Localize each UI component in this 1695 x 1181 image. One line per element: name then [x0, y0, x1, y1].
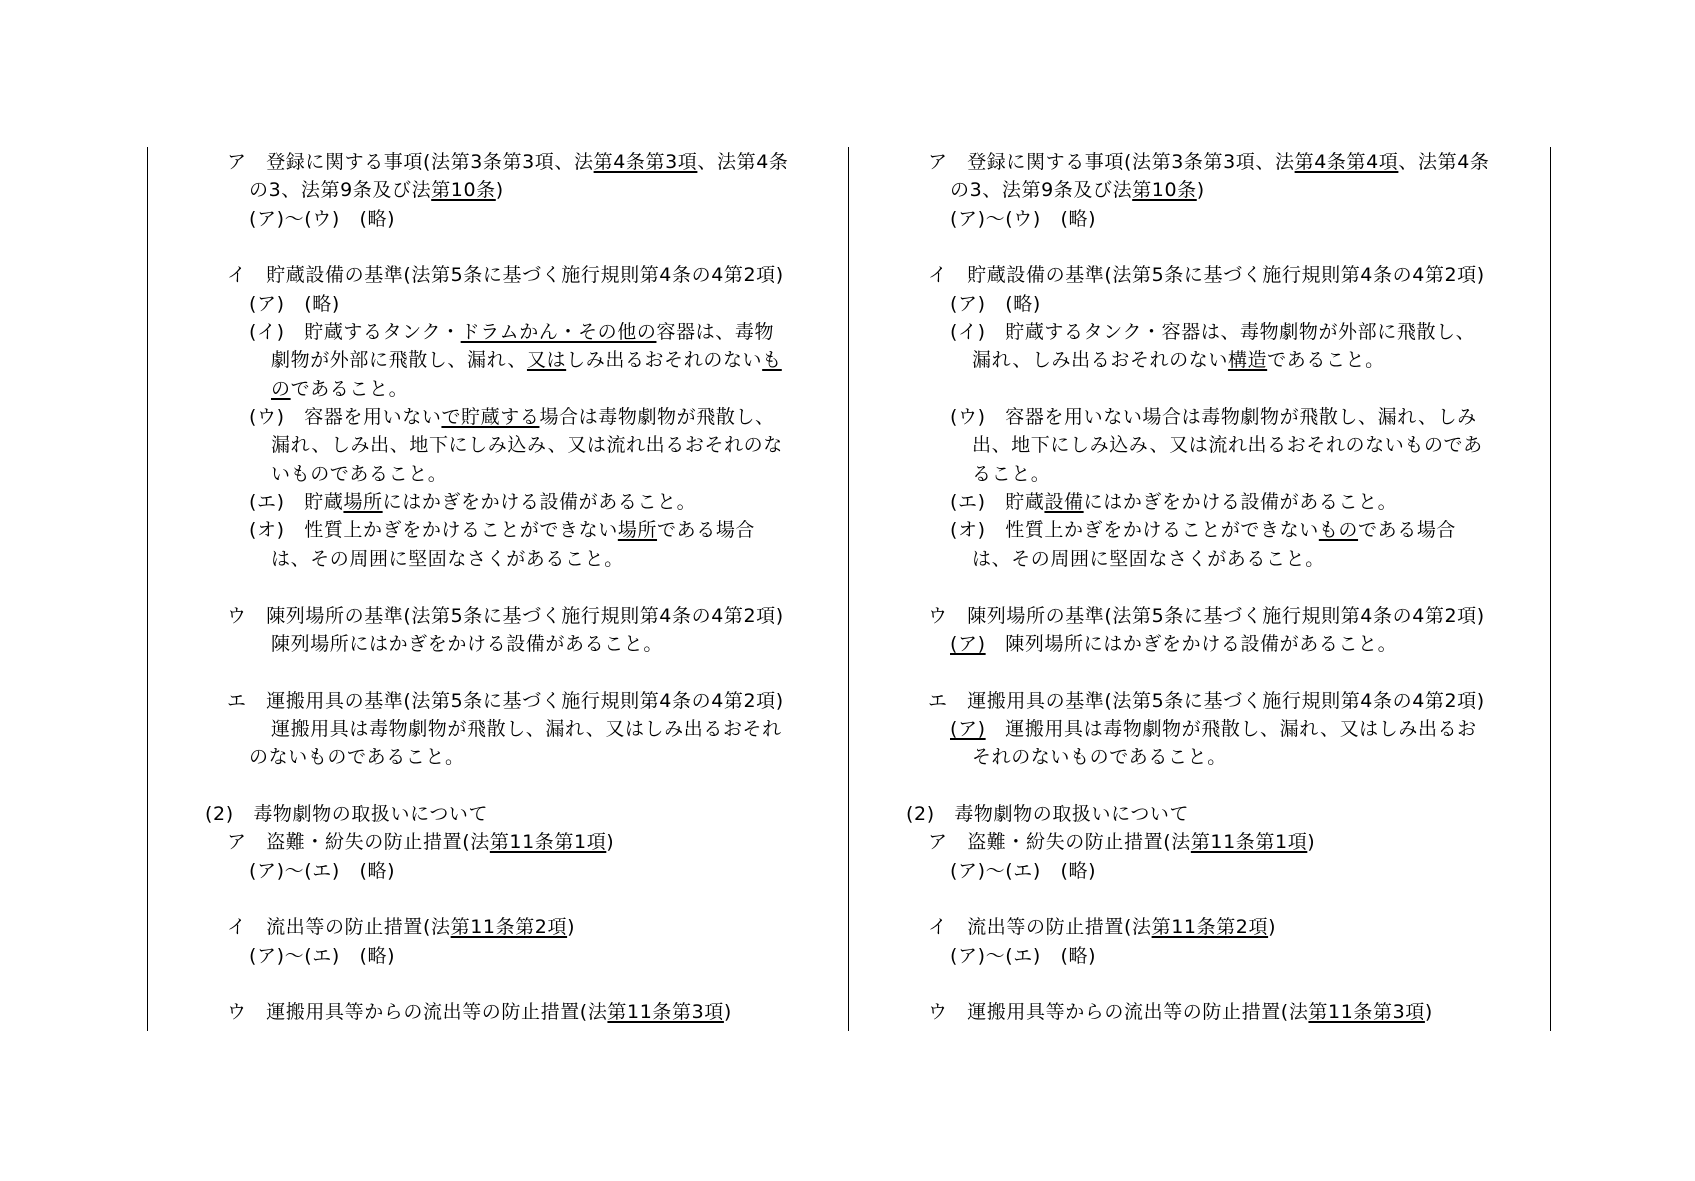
- text-line: [906, 857, 1546, 885]
- text-line: [906, 460, 1546, 488]
- text-line: [205, 913, 845, 941]
- text-segment: 出、地下にしみ込み、又は流れ出るおそれのないものであ: [972, 434, 1483, 457]
- underlined-amendment: ドラムかん・その他の: [460, 321, 657, 344]
- table-border-left: [147, 147, 148, 1031]
- column-current: [906, 148, 1546, 1027]
- text-line: [906, 290, 1546, 318]
- text-line: [906, 743, 1546, 771]
- text-segment: ): [1307, 831, 1316, 854]
- text-segment: ウ 陳列場所の基準(法第5条に基づく施行規則第4条の4第2項): [227, 604, 784, 627]
- text-line: [205, 516, 845, 544]
- blank-line: [205, 970, 845, 998]
- underlined-amendment: 場所: [343, 491, 383, 514]
- text-line: [205, 346, 845, 374]
- text-line: [205, 431, 845, 459]
- table-border-right: [1550, 147, 1551, 1031]
- underlined-amendment: もの: [1318, 519, 1359, 542]
- text-segment: ウ 運搬用具等からの流出等の防止措置(法: [928, 1001, 1309, 1024]
- text-segment: ): [495, 179, 504, 202]
- text-segment: 容器は、毒物: [656, 321, 775, 344]
- text-segment: エ 運搬用具の基準(法第5条に基づく施行規則第4条の4第2項): [227, 689, 784, 712]
- text-line: [205, 743, 845, 771]
- text-line: [906, 998, 1546, 1026]
- text-line: [205, 488, 845, 516]
- text-line: [205, 630, 845, 658]
- text-segment: 場合は毒物劇物が飛散し、: [539, 406, 775, 429]
- text-segment: 陳列場所にはかぎをかける設備があること。: [985, 632, 1398, 655]
- text-segment: それのないものであること。: [972, 746, 1227, 769]
- underlined-amendment: で貯蔵する: [441, 406, 540, 429]
- text-segment: である場合: [1358, 519, 1457, 542]
- underlined-amendment: 第4条第3項: [593, 151, 698, 173]
- text-line: [906, 403, 1546, 431]
- text-segment: (ア)〜(ウ) (略): [950, 207, 1097, 230]
- underlined-amendment: 第4条第4項: [1294, 151, 1399, 173]
- text-line: [906, 687, 1546, 715]
- text-segment: ウ 運搬用具等からの流出等の防止措置(法: [227, 1001, 608, 1024]
- text-segment: ること。: [972, 462, 1051, 485]
- underlined-amendment: (ア): [950, 717, 986, 740]
- blank-line: [205, 658, 845, 686]
- text-line: [205, 318, 845, 346]
- text-line: [906, 516, 1546, 544]
- text-line: [906, 630, 1546, 658]
- text-segment: 、法第4条: [1398, 151, 1490, 173]
- text-segment: (ア)〜(エ) (略): [249, 859, 396, 882]
- underlined-amendment: 第11条第1項: [489, 831, 607, 854]
- text-segment: イ 貯蔵設備の基準(法第5条に基づく施行規則第4条の4第2項): [227, 264, 784, 287]
- text-segment: 劇物が外部に飛散し、漏れ、: [271, 349, 527, 372]
- blank-line: [906, 658, 1546, 686]
- text-line: [906, 913, 1546, 941]
- blank-line: [205, 233, 845, 261]
- text-line: [205, 290, 845, 318]
- text-segment: (イ) 貯蔵するタンク・容器は、毒物劇物が外部に飛散し、: [950, 321, 1476, 344]
- underlined-amendment: 第10条: [431, 179, 496, 202]
- text-line: [906, 800, 1546, 828]
- text-segment: 、法第4条: [697, 151, 789, 173]
- text-segment: ): [1268, 916, 1277, 939]
- underlined-amendment: 第11条第1項: [1190, 831, 1308, 854]
- text-segment: (ウ) 容器を用いない: [249, 406, 442, 429]
- text-segment: の3、法第9条及び法: [950, 179, 1133, 202]
- text-line: [906, 205, 1546, 233]
- table-border-middle: [848, 147, 849, 1031]
- text-line: [205, 715, 845, 743]
- column-revised: [205, 148, 845, 1027]
- underlined-amendment: の: [271, 377, 291, 400]
- text-segment: は、その周囲に堅固なさくがあること。: [271, 547, 624, 570]
- text-line: [205, 602, 845, 630]
- text-segment: の3、法第9条及び法: [249, 179, 432, 202]
- blank-line: [906, 970, 1546, 998]
- text-segment: にはかぎをかける設備があること。: [382, 491, 697, 514]
- text-line: [205, 375, 845, 403]
- text-segment: イ 貯蔵設備の基準(法第5条に基づく施行規則第4条の4第2項): [928, 264, 1485, 287]
- underlined-amendment: (ア): [950, 632, 986, 655]
- text-line: [906, 148, 1546, 176]
- blank-line: [205, 885, 845, 913]
- text-segment: ア: [928, 151, 948, 173]
- text-segment: (エ) 貯蔵: [950, 491, 1045, 514]
- text-segment: ): [723, 1001, 732, 1024]
- text-segment: ウ 陳列場所の基準(法第5条に基づく施行規則第4条の4第2項): [928, 604, 1485, 627]
- text-line: [205, 403, 845, 431]
- text-segment: (ア) (略): [950, 292, 1041, 315]
- underlined-amendment: 又は: [526, 349, 567, 372]
- text-segment: ア: [227, 151, 247, 173]
- text-segment: は、その周囲に堅固なさくがあること。: [972, 547, 1325, 570]
- text-line: [906, 942, 1546, 970]
- text-line: [205, 205, 845, 233]
- text-segment: であること。: [1267, 349, 1385, 372]
- text-segment: である場合: [657, 519, 756, 542]
- text-segment: (ウ) 容器を用いない場合は毒物劇物が飛散し、漏れ、しみ: [950, 406, 1477, 429]
- text-line: [906, 346, 1546, 374]
- text-segment: のないものであること。: [249, 746, 465, 769]
- text-segment: エ 運搬用具の基準(法第5条に基づく施行規則第4条の4第2項): [928, 689, 1485, 712]
- underlined-amendment: 第11条第3項: [607, 1001, 724, 1024]
- text-segment: しみ出るおそれのない: [566, 349, 763, 372]
- text-segment: 登録に関する事項(法第3条第3項、法: [947, 151, 1295, 173]
- text-segment: (イ) 貯蔵するタンク・: [249, 321, 461, 344]
- text-segment: ): [1196, 179, 1205, 202]
- underlined-amendment: 構造: [1227, 349, 1268, 372]
- underlined-amendment: 第11条第2項: [450, 916, 568, 939]
- text-segment: イ 流出等の防止措置(法: [928, 916, 1152, 939]
- text-segment: 漏れ、しみ出、地下にしみ込み、又は流れ出るおそれのな: [271, 434, 783, 457]
- text-line: [906, 602, 1546, 630]
- text-segment: ): [567, 916, 576, 939]
- text-line: [906, 715, 1546, 743]
- text-segment: (ア)〜(エ) (略): [950, 859, 1097, 882]
- underlined-amendment: 第11条第3項: [1308, 1001, 1425, 1024]
- text-line: [205, 942, 845, 970]
- text-line: [906, 431, 1546, 459]
- text-segment: にはかぎをかける設備があること。: [1083, 491, 1398, 514]
- text-segment: ア 盗難・紛失の防止措置(法: [227, 831, 490, 854]
- text-segment: ): [606, 831, 615, 854]
- text-line: [906, 176, 1546, 204]
- blank-line: [205, 573, 845, 601]
- underlined-amendment: も: [762, 349, 782, 372]
- text-segment: 陳列場所にはかぎをかける設備があること。: [271, 632, 664, 655]
- text-segment: (オ) 性質上かぎをかけることができない: [950, 519, 1319, 542]
- text-line: [205, 261, 845, 289]
- text-line: [205, 800, 845, 828]
- blank-line: [906, 772, 1546, 800]
- text-line: [906, 545, 1546, 573]
- blank-line: [906, 885, 1546, 913]
- blank-line: [205, 772, 845, 800]
- text-line: [205, 176, 845, 204]
- text-segment: ): [1424, 1001, 1433, 1024]
- underlined-amendment: 第11条第2項: [1151, 916, 1269, 939]
- text-line: [205, 460, 845, 488]
- text-segment: 登録に関する事項(法第3条第3項、法: [246, 151, 594, 173]
- text-line: [906, 488, 1546, 516]
- text-line: [205, 998, 845, 1026]
- text-line: [205, 857, 845, 885]
- text-segment: (2) 毒物劇物の取扱いについて: [205, 802, 489, 825]
- underlined-amendment: 第10条: [1132, 179, 1197, 202]
- text-line: [906, 828, 1546, 856]
- text-line: [205, 545, 845, 573]
- text-segment: イ 流出等の防止措置(法: [227, 916, 451, 939]
- blank-line: [906, 375, 1546, 403]
- text-segment: 漏れ、しみ出るおそれのない: [972, 349, 1228, 372]
- text-segment: 運搬用具は毒物劇物が飛散し、漏れ、又はしみ出るお: [985, 717, 1477, 740]
- text-segment: いものであること。: [271, 462, 448, 485]
- text-segment: (ア)〜(エ) (略): [950, 944, 1097, 967]
- text-line: [906, 261, 1546, 289]
- text-segment: (ア) (略): [249, 292, 340, 315]
- text-segment: (ア)〜(ウ) (略): [249, 207, 396, 230]
- text-segment: (2) 毒物劇物の取扱いについて: [906, 802, 1190, 825]
- text-segment: 運搬用具は毒物劇物が飛散し、漏れ、又はしみ出るおそれ: [271, 717, 782, 740]
- text-line: [205, 828, 845, 856]
- underlined-amendment: 場所: [617, 519, 658, 542]
- text-segment: (ア)〜(エ) (略): [249, 944, 396, 967]
- text-segment: (オ) 性質上かぎをかけることができない: [249, 519, 618, 542]
- text-line: [205, 148, 845, 176]
- text-line: [205, 687, 845, 715]
- text-segment: (エ) 貯蔵: [249, 491, 344, 514]
- text-segment: ア 盗難・紛失の防止措置(法: [928, 831, 1191, 854]
- blank-line: [906, 233, 1546, 261]
- text-segment: であること。: [290, 377, 409, 400]
- text-line: [906, 318, 1546, 346]
- underlined-amendment: 設備: [1044, 491, 1084, 514]
- blank-line: [906, 573, 1546, 601]
